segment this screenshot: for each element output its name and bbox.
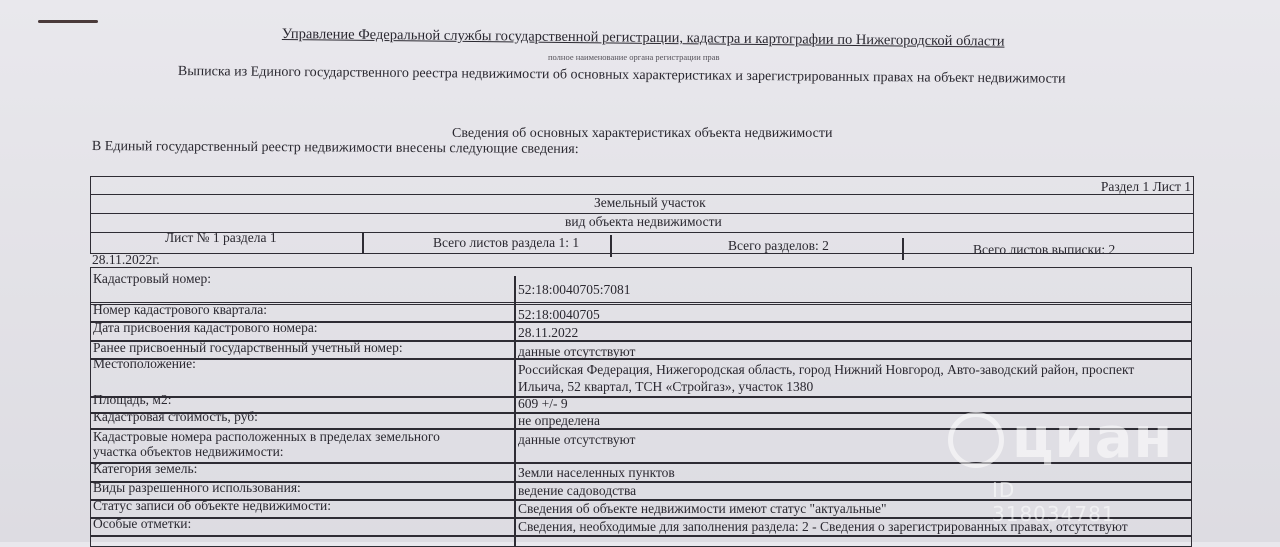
row-label: Кадастровый номер: — [93, 271, 212, 286]
cadastral-number: 52:18:0040705:7081 — [518, 282, 631, 297]
row-value: Земли населенных пунктов — [518, 465, 675, 480]
divider — [610, 235, 612, 257]
row-value: 609 +/- 9 — [518, 396, 568, 411]
row-value: данные отсутствуют — [518, 432, 636, 447]
divider — [362, 232, 364, 254]
authority-caption: полное наименование органа регистрации прав — [548, 52, 720, 62]
row-label-line-2: участка объектов недвижимости: — [93, 444, 284, 459]
row-label: Площадь, м2: — [93, 392, 172, 407]
cadastral-number-box — [90, 267, 1192, 305]
row-label: Номер кадастрового квартала: — [93, 302, 267, 317]
row-label: Категория земель: — [93, 461, 198, 476]
location-line-1: Российская Федерация, Нижегородская область, город Нижний Новгород, Авто-заводский район, проспект — [518, 362, 1135, 377]
divider — [90, 535, 1192, 537]
row-value: Сведения об объекте недвижимости имеют статус "актуальные" — [518, 501, 887, 516]
row-value: 52:18:0040705 — [518, 307, 600, 322]
object-type-row — [90, 194, 1194, 214]
divider — [90, 396, 1192, 398]
divider — [90, 358, 1192, 360]
location-line-2: Ильича, 52 квартал, ТСН «Стройгаз», участок 1380 — [518, 379, 814, 394]
section-heading: Сведения об основных характеристиках объекта недвижимости — [452, 126, 833, 141]
row-label: Особые отметки: — [93, 516, 192, 531]
section-sheet-row — [90, 176, 1194, 195]
cian-logo-icon — [948, 412, 1004, 468]
row-label: Кадастровая стоимость, руб: — [93, 409, 258, 424]
total-sheets-extract: Всего листов выписки: 2 — [973, 242, 1116, 257]
row-value: не определена — [518, 413, 600, 428]
row-label: Местоположение: — [93, 356, 196, 371]
object-type: Земельный участок — [594, 195, 706, 210]
section-sheet-label: Раздел 1 Лист 1 — [1100, 179, 1191, 194]
object-type-caption: вид объекта недвижимости — [565, 214, 722, 229]
sheet-number: Лист № 1 раздела 1 — [165, 230, 277, 245]
intro-text: В Единый государственный реестр недвижимости внесены следующие сведения: — [91, 139, 579, 157]
sheet-info-row — [90, 230, 1194, 257]
extract-title: Выписка из Единого государственного реестра недвижимости об основных характеристиках и зарегистрированных правах на объект недвижимости — [177, 64, 1066, 87]
watermark-id: ID 318034781 — [992, 478, 1116, 526]
row-label: Дата присвоения кадастрового номера: — [93, 320, 318, 335]
divider — [902, 238, 904, 260]
total-sections: Всего разделов: 2 — [728, 238, 829, 253]
divider — [514, 302, 516, 547]
row-value: 28.11.2022 — [518, 325, 579, 340]
total-sheets-section: Всего листов раздела 1: 1 — [433, 235, 580, 250]
authority-name: Управление Федеральной службы государственной регистрации, кадастра и картографии по Нижегородской области — [281, 26, 1005, 50]
row-label: Ранее присвоенный государственный учетный номер: — [93, 340, 403, 355]
row-label: Виды разрешенного использования: — [93, 480, 301, 495]
row-value: данные отсутствуют — [518, 344, 636, 359]
row-value: Сведения, необходимые для заполнения раздела: 2 - Сведения о зарегистрированных правах, отсутствуют — [518, 519, 1128, 534]
row-label: Статус записи об объекте недвижимости: — [93, 498, 332, 513]
extract-date: 28.11.2022г. — [92, 252, 160, 267]
divider — [514, 276, 516, 305]
pen-mark — [38, 20, 98, 23]
watermark-brand: циан — [1012, 406, 1174, 471]
row-value: ведение садоводства — [518, 483, 637, 498]
row-label: Кадастровые номера расположенных в пределах земельного — [93, 429, 440, 444]
